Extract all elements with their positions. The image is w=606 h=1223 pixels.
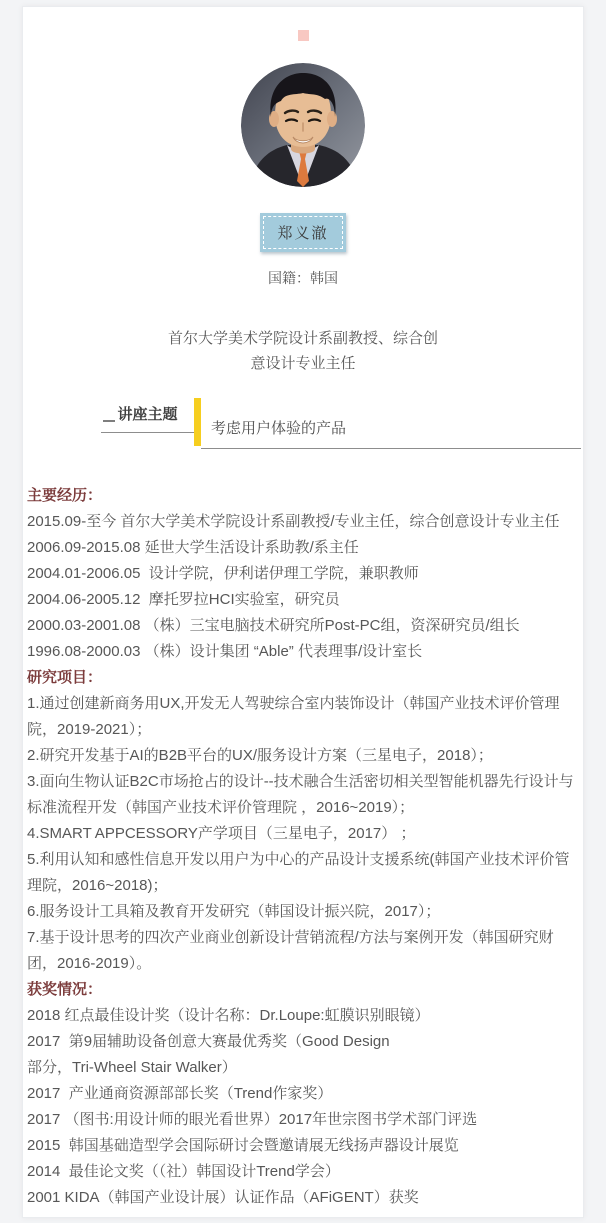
research-line: 6.服务设计工具箱及教育开发研究（韩国设计振兴院，2017）； xyxy=(27,903,441,920)
award-line: 2001 KIDA（韩国产业设计展）认证作品（AFiGENT）获奖 xyxy=(27,1189,419,1206)
nationality-label: 国籍：韩国 xyxy=(268,270,338,286)
award-line: 2014 最佳论文奖（（社）韩国设计Trend学会） xyxy=(27,1163,340,1180)
person-name: 郑义澈 xyxy=(263,216,342,249)
person-title xyxy=(23,326,583,376)
portrait-photo-icon xyxy=(241,63,365,187)
research-line: 2.研究开发基于AI的B2B平台的UX/服务设计方案（三星电子，2018）； xyxy=(27,747,493,764)
experience-line: 2004.01-2006.05 设计学院，伊利诺伊理工学院，兼职教师 xyxy=(27,565,419,582)
experience-line: 2006.09-2015.08 延世大学生活设计系助教/系主任 xyxy=(27,539,359,556)
award-line: 2015 韩国基础造型学会国际研讨会暨邀请展无线扬声器设计展览 xyxy=(27,1137,459,1154)
experience-line: 2004.06-2005.12 摩托罗拉HCI实验室，研究员 xyxy=(27,591,340,608)
profile-card xyxy=(22,6,584,1218)
research-line: 7.基于设计思考的四次产业商业创新设计营销流程/方法与案例开发（韩国研究财团，2016-2019）。 xyxy=(27,929,554,972)
section-header-experience: 主要经历： xyxy=(27,487,103,504)
person-title-line-1: 首尔大学美术学院设计系副教授、综合创 xyxy=(167,330,438,347)
award-line: 2018 红点最佳设计奖（设计名称：Dr.Loupe:虹膜识别眼镜） xyxy=(27,1007,430,1024)
award-line: 2017 （图书:用设计师的眼光看世界）2017年世宗图书学术部门评选 xyxy=(27,1111,478,1128)
biography-content xyxy=(23,483,583,1211)
lecture-topic-label: 讲座主题 xyxy=(101,403,194,433)
research-line: 3.面向生物认证B2C市场抢占的设计--技术融合生活密切相关型智能机器先行设计与标准流程开发（韩国产业技术评价管理院 ，2016~2019）； xyxy=(27,773,574,816)
research-line: 5.利用认知和感性信息开发以用户为中心的产品设计支援系统(韩国产业技术评价管理院，2016~2018)； xyxy=(27,851,570,894)
yellow-accent-bar xyxy=(194,398,201,446)
name-badge xyxy=(260,213,345,252)
section-header-awards: 获奖情况： xyxy=(27,981,103,998)
experience-line: 2000.03-2001.08 （株）三宝电脑技术研究所Post-PC组，资深研究员/组长 xyxy=(27,617,520,634)
experience-line: 2015.09-至今 首尔大学美术学院设计系副教授/专业主任，综合创意设计专业主任 xyxy=(27,513,560,530)
lecture-topic-block xyxy=(23,398,583,446)
person-title-line-2: 意设计专业主任 xyxy=(250,355,356,372)
decorative-square xyxy=(298,30,309,41)
lecture-topic-text: 考虑用户体验的产品 xyxy=(201,417,581,449)
award-line: 2017 第9届辅助设备创意大赛最优秀奖（Good Design xyxy=(27,1033,390,1050)
research-line: 1.通过创建新商务用UX,开发无人驾驶综合室内装饰设计（韩国产业技术评价管理院，2019-2021）； xyxy=(27,695,560,738)
section-header-research: 研究项目： xyxy=(27,669,103,686)
award-line: 2017 产业通商资源部部长奖（Trend作家奖） xyxy=(27,1085,333,1102)
avatar xyxy=(241,63,365,187)
award-line: 部分，Tri-Wheel Stair Walker） xyxy=(27,1059,237,1076)
experience-line: 1996.08-2000.03 （株）设计集团 “Able” 代表理事/设计室长 xyxy=(27,643,423,660)
research-line: 4.SMART APPCESSORY产学项目（三星电子，2017） ； xyxy=(27,825,416,842)
